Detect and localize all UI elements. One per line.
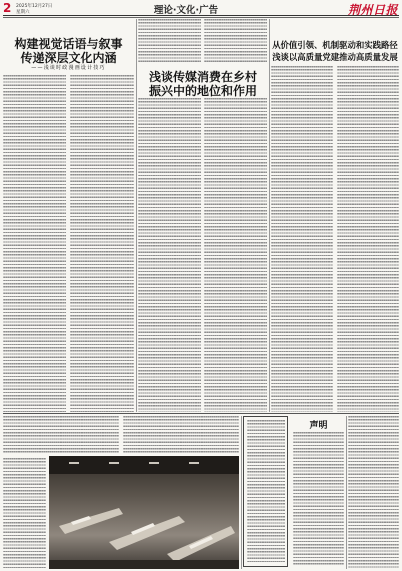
column-rule (346, 416, 347, 569)
article-left-headline-line1: 构建视觉话语与叙事 (14, 37, 123, 51)
photo-side-text (3, 458, 46, 569)
article-middle-headline-line2: 振兴中的地位和作用 (148, 84, 257, 98)
issue-date: 2025年12月27日 (16, 4, 53, 9)
boxed-notice-text (247, 420, 285, 564)
article-left-body-col2 (70, 75, 134, 412)
bottom-section-rule (3, 413, 399, 414)
article-middle-top-col1 (138, 19, 201, 64)
article-left-headline-line2: 传递深层文化内涵 (20, 51, 117, 65)
bottom-right-text (348, 416, 399, 568)
article-middle-headline-line1: 浅谈传媒消费在乡村 (148, 70, 257, 84)
article-right-headline-line2: 浅谈以高质量党建推动高质量发展 (272, 52, 398, 62)
column-rule (136, 19, 137, 412)
header-rule-thin (3, 17, 399, 18)
header-rule (3, 15, 399, 16)
section-title: 理论·文化·广告 (153, 5, 219, 16)
statement-text (293, 432, 344, 566)
article-middle-body-col2 (204, 98, 267, 412)
column-rule (269, 19, 270, 412)
article-right-body-col1 (271, 66, 333, 412)
boxed-notice (243, 416, 288, 567)
masthead-logo: 荆州日报 (347, 3, 398, 17)
page-number: 2 (3, 1, 12, 15)
statement-title: 声明 (309, 421, 328, 431)
article-middle-body-col1 (138, 98, 201, 412)
exhibition-photo (49, 456, 239, 569)
column-rule (241, 416, 242, 569)
article-right-headline-line1: 从价值引领、机制驱动和实践路径 (272, 40, 398, 50)
article-left-subtitle: ——浅谈时政漫画设计技巧 (31, 65, 106, 71)
bottom-left-text-col1 (3, 416, 119, 454)
article-middle-top-col2 (204, 19, 267, 64)
article-right-body-col2 (337, 66, 399, 412)
article-left-body-col1 (3, 75, 66, 412)
issue-weekday: 星期六 (16, 9, 30, 15)
bottom-left-text-col2 (123, 416, 239, 454)
statement-box (292, 416, 345, 568)
